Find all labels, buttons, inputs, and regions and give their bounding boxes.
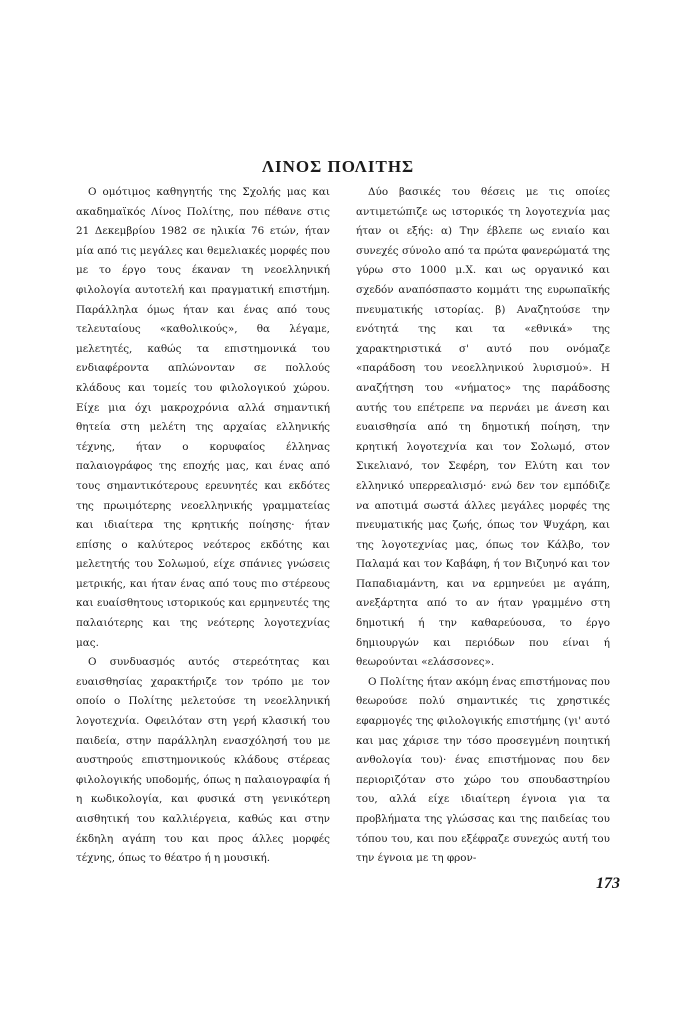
paragraph: Ο ομότιμος καθηγητής της Σχολής μας και ακαδημαϊκός Λίνος Πολίτης, που πέθανε στις 21 Δεκεμβρίου 1982 σε ηλικία 76 ετών, ήταν μία από τις μεγάλες και θεμελιακές μορφές που με το έργο τους έκαναν τη νεοελληνική φιλολογία αυτοτελή και πραγματική επιστήμη. Παράλληλα όμως ήταν και ένας από τους τελευταίους «καθολικούς», θα λέγαμε, μελετητές, καθώς τα επιστημονικά του ενδιαφέροντα απλώνονταν σε πολλούς κλάδους και τομείς του φιλολογικού χώρου. Είχε μια όχι μακροχρόνια αλλά σημαντική θητεία στη μελέτη της αρχαίας ελληνικής τέχνης, ήταν ο κορυφαίος έλληνας παλαιογράφος της εποχής μας, και ένας από τους σημαντικότερους ερευνητές και εκδότες της πρωιμότερης νεοελληνικής γραμματείας και ιδιαίτερα της κρητικής ποίησης· ήταν επίσης ο καλύτερος νεότερος εκδότης και μελετητής του Σολωμού, είχε σπάνιες γνώσεις μετρικής, και ήταν ένας από τους πιο στέρεους και ευαίσθητους ιστορικούς και ερμηνευτές της παλαιότερης και της νεότερης λογοτεχνίας μας.	[76, 186, 330, 649]
page-number: 173	[596, 875, 620, 892]
right-column	[356, 183, 610, 869]
paragraph: Δύο βασικές του θέσεις με τις οποίες αντιμετώπιζε ως ιστορικός τη λογοτεχνία μας ήταν οι εξής: α) Την έβλεπε ως ενιαίο και συνεχές σύνολο από τα πρώτα φανερώματά της γύρω στο 1000 μ.Χ. και ως οργανικό και σχεδόν αναπόσπαστο κομμάτι της ευρωπαϊκής πνευματικής ιστορίας. β) Αναζητούσε την ενότητά της και τα «εθνικά» της χαρακτηριστικά σ' αυτό που ονόμαζε «παράδοση του νεοελληνικού λυρισμού». Η αναζήτηση του «νήματος» της παράδοσης αυτής του επέτρεπε να περνάει με άνεση και ευαισθησία από τη δημοτική ποίηση, την κρητική λογοτεχνία και τον Σολωμό, στον Σικελιανό, τον Σεφέρη, τον Ελύτη και τον ελληνικό υπερρεαλισμό· ενώ δεν τον εμπόδιζε να αποτιμά σωστά άλλες μεγάλες μορφές της πνευματικής μας ζωής, όπως τον Ψυχάρη, και της λογοτεχνίας μας, όπως τον Κάλβο, τον Παλαμά και τον Καβάφη, ή τον Βιζυηνό και τον Παπαδιαμάντη, και να ερμηνεύει με αγάπη, ανεξάρτητα από το αν ήταν γραμμένο στη δημοτική ή την καθαρεύουσα, το έργο δημιουργών και περιόδων που είναι ή θεωρούνται «ελάσσονες».	[356, 186, 610, 669]
paragraph: Ο Πολίτης ήταν ακόμη ένας επιστήμονας που θεωρούσε πολύ σημαντικές τις χρηστικές εφαρμογές της φιλολογικής επιστήμης (γι' αυτό και μας χάρισε την τόσο προσεγμένη ποιητική ανθολογία του)· ένας επιστήμονας που δεν περιοριζόταν στο χώρο του σπουδαστηρίου του, αλλά είχε ιδιαίτερη έγνοια για τα προβλήματα της γλώσσας και της παιδείας του τόπου του, και που εξέφραζε συνεχώς αυτή του την έγνοια με τη φρον-	[356, 675, 610, 865]
paragraph: Ο συνδυασμός αυτός στερεότητας και ευαισθησίας χαρακτήριζε τον τρόπο με τον οποίο ο Πολίτης μελετούσε τη νεοελληνική λογοτεχνία. Οφειλόταν στη γερή κλασική του παιδεία, στην παράλληλη ενασχόλησή του με αυστηρούς επιστημονικούς κλάδους στέρεας φιλολογικής υποδομής, όπως η παλαιογραφία ή η κωδικολογία, και φυσικά στη γενικότερη αισθητική του καλλιέργεια, καθώς και στην έκδηλη αγάπη του και προς άλλες μορφές τέχνης, όπως το θέατρο ή η μουσική.	[76, 656, 330, 865]
article-title: ΛΙΝΟΣ ΠΟΛΙΤΗΣ	[261, 157, 415, 177]
left-column	[76, 183, 330, 869]
